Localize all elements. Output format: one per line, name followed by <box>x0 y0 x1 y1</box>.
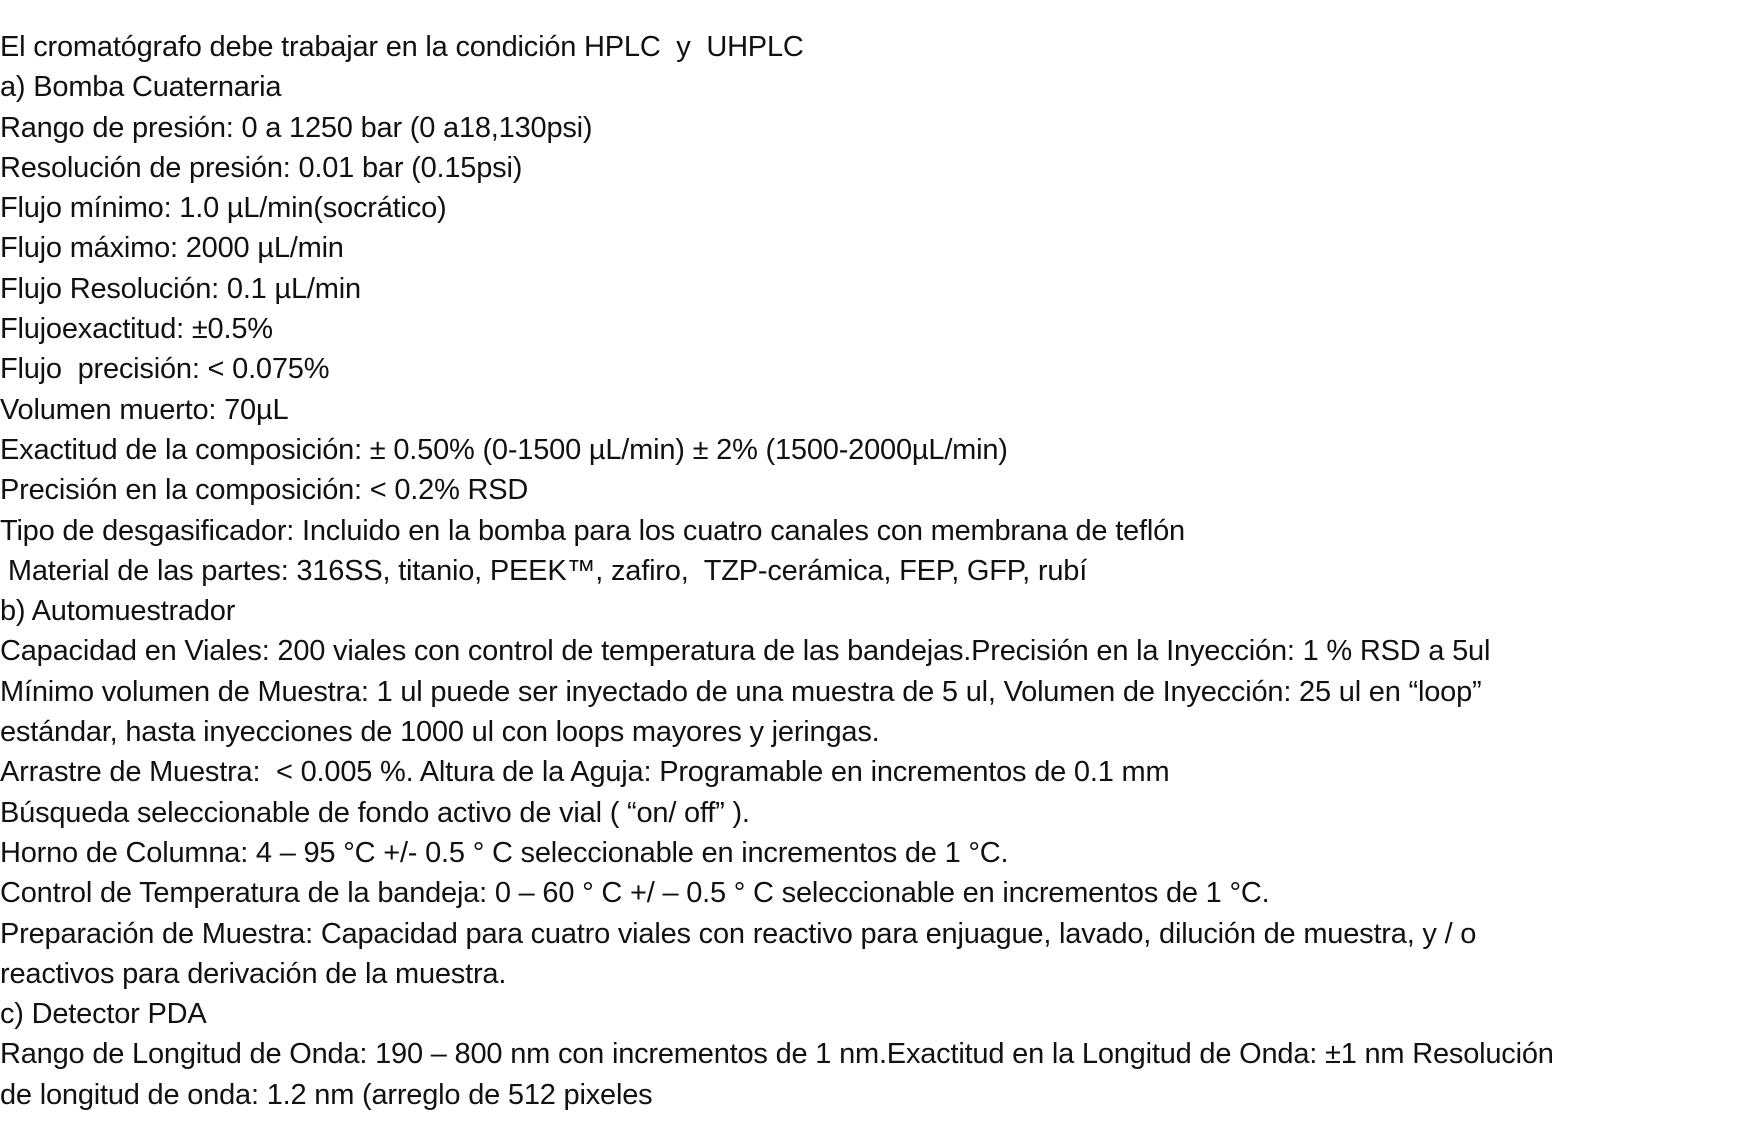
spec-document <box>0 27 1740 1115</box>
section-heading-detector: c) Detector PDA <box>0 998 207 1031</box>
spec-line: Exactitud de la composición: ± 0.50% (0-1500 µL/min) ± 2% (1500-2000µL/min) <box>0 433 1008 466</box>
spec-line: Material de las partes: 316SS, titanio, PEEK™, zafiro, TZP-cerámica, FEP, GFP, rubí <box>0 554 1088 587</box>
spec-line: Preparación de Muestra: Capacidad para cuatro viales con reactivo para enjuague, lavado, dilución de muestra, y / o <box>0 917 1477 950</box>
spec-line: Mínimo volumen de Muestra: 1 ul puede ser inyectado de una muestra de 5 ul, Volumen de Inyección: 25 ul en “loop” <box>0 675 1482 708</box>
spec-line: Volumen muerto: 70µL <box>0 393 289 426</box>
spec-line: estándar, hasta inyecciones de 1000 ul con loops mayores y jeringas. <box>0 716 880 749</box>
spec-line: Capacidad en Viales: 200 viales con control de temperatura de las bandejas.Precisión en la Inyección: 1 % RSD a 5ul <box>0 635 1491 668</box>
section-heading-pump: a) Bomba Cuaternaria <box>0 71 282 104</box>
spec-line: Rango de presión: 0 a 1250 bar (0 a18,130psi) <box>0 111 593 144</box>
spec-line: Tipo de desgasificador: Incluido en la bomba para los cuatro canales con membrana de teflón <box>0 514 1185 547</box>
spec-line: Precisión en la composición: < 0.2% RSD <box>0 474 529 507</box>
spec-line: Flujo máximo: 2000 µL/min <box>0 232 344 265</box>
spec-line: Flujo mínimo: 1.0 µL/min(socrático) <box>0 192 447 225</box>
spec-line: de longitud de onda: 1.2 nm (arreglo de 512 pixeles <box>0 1078 653 1111</box>
spec-line: Flujo precisión: < 0.075% <box>0 353 330 386</box>
spec-line: Rango de Longitud de Onda: 190 – 800 nm con incrementos de 1 nm.Exactitud en la Longitud de Onda: ±1 nm Resolución <box>0 1038 1554 1071</box>
spec-line: Control de Temperatura de la bandeja: 0 – 60 ° C +/ – 0.5 ° C seleccionable en incrementos de 1 °C. <box>0 877 1270 910</box>
spec-line: Flujoexactitud: ±0.5% <box>0 313 273 346</box>
spec-line: Flujo Resolución: 0.1 µL/min <box>0 272 361 305</box>
spec-line: Horno de Columna: 4 – 95 °C +/- 0.5 ° C seleccionable en incrementos de 1 °C. <box>0 836 1009 869</box>
spec-line: Búsqueda seleccionable de fondo activo de vial ( “on/ off” ). <box>0 796 750 829</box>
spec-line: Resolución de presión: 0.01 bar (0.15psi) <box>0 151 523 184</box>
spec-line: Arrastre de Muestra: < 0.005 %. Altura de la Aguja: Programable en incrementos de 0.1 mm <box>0 756 1170 789</box>
spec-line: reactivos para derivación de la muestra. <box>0 957 507 990</box>
section-heading-autosampler: b) Automuestrador <box>0 595 236 628</box>
intro-line: El cromatógrafo debe trabajar en la condición HPLC y UHPLC <box>0 31 804 63</box>
